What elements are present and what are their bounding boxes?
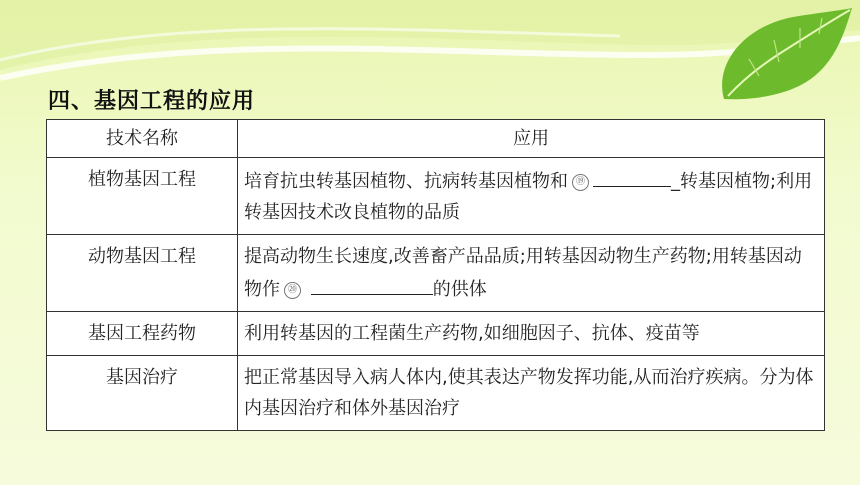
application-text: 的供体 <box>432 279 487 300</box>
table-header-row <box>47 120 825 158</box>
table-row <box>47 235 825 312</box>
tech-name-cell: 基因工程药物 <box>47 312 238 356</box>
application-text: 把正常基因导入病人体内,使其表达产物发挥功能,从而治疗疾病。分为体内基因治疗和体外基因治疗 <box>244 367 814 419</box>
application-cell <box>238 235 825 312</box>
tech-name-cell: 动物基因工程 <box>47 235 238 312</box>
application-cell <box>238 312 825 356</box>
table-row <box>47 158 825 235</box>
application-table <box>46 119 825 431</box>
application-text: 培育抗虫转基因植物、抗病转基因植物和 <box>244 171 568 192</box>
application-cell <box>238 356 825 431</box>
application-text: 提高动物生长速度,改善畜产品品质;用转基因动物生产药物;用转基因动物作 <box>244 246 802 300</box>
table-row <box>47 312 825 356</box>
fill-in-blank <box>311 272 433 295</box>
blank-number-marker: ⑲ <box>572 174 589 191</box>
header-application: 应用 <box>238 120 825 158</box>
application-text: _转基因植物;利用转基因技术改良植物的品质 <box>244 171 813 223</box>
section-heading: 四、基因工程的应用 <box>48 89 256 114</box>
blank-number-marker: ⑳ <box>284 282 301 299</box>
table-row <box>47 356 825 431</box>
tech-name-cell: 植物基因工程 <box>47 158 238 235</box>
header-tech-name: 技术名称 <box>47 120 238 158</box>
application-cell <box>238 158 825 235</box>
application-text: 利用转基因的工程菌生产药物,如细胞因子、抗体、疫苗等 <box>244 323 700 344</box>
tech-name-cell: 基因治疗 <box>47 356 238 431</box>
fill-in-blank <box>593 164 671 187</box>
leaf-icon <box>704 4 854 104</box>
